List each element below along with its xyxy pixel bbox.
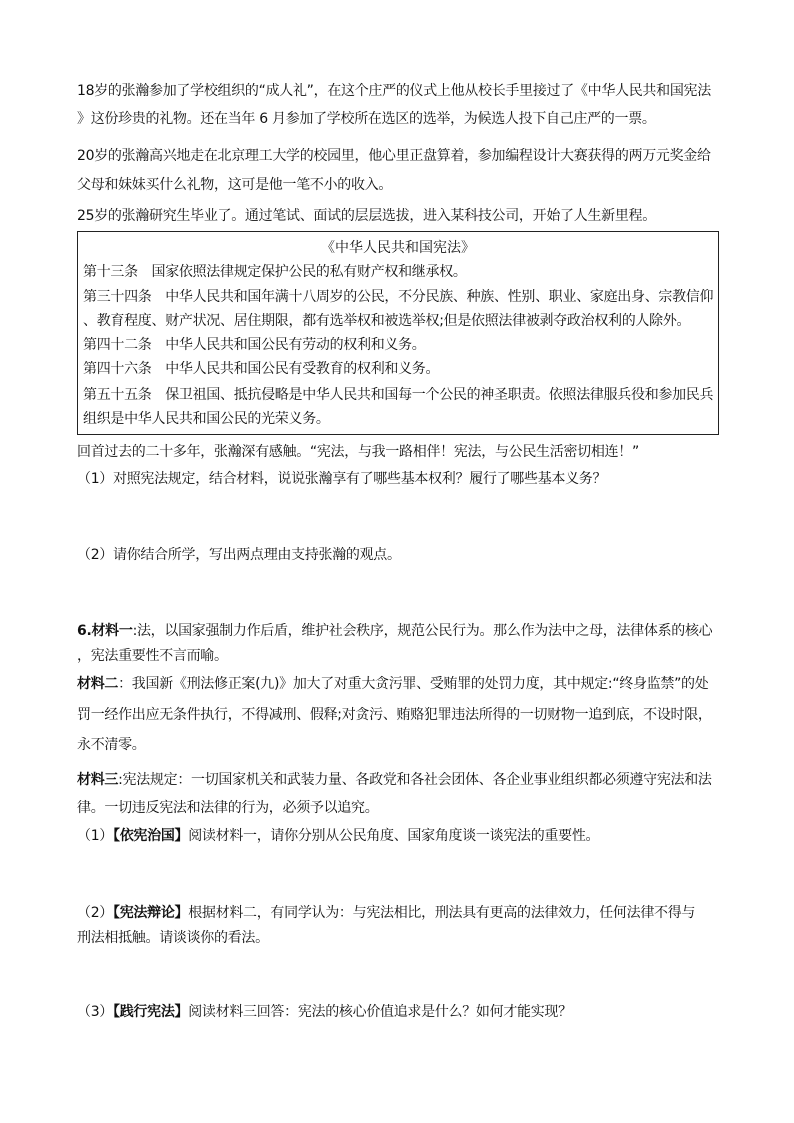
sq2-number: （2） [77, 905, 114, 921]
sq3-number: （3） [77, 1004, 114, 1020]
article-42: 第四十二条 中华人民共和国公民有劳动的权利和义务。 [83, 337, 426, 353]
material-3-text: :宪法规定：一切国家机关和武装力量、各政党和各社会团体、各企业事业组织都必须遵守宪法和法 [118, 772, 712, 788]
material-1-text: :法，以国家强制力作后盾，维护社会秩序，规范公民行为。那么作为法中之母，法律体系的核心 [132, 623, 713, 639]
q6-material-1-line1 [77, 621, 712, 641]
material-2-text: ：我国新《刑法修正案(九)》加大了对重大贪污罪、受贿罪的处罚力度，其中规定:“终身监禁”的处 [118, 676, 709, 692]
q6-subquestion-3 [77, 1002, 572, 1022]
story-p3-line1: 25岁的张瀚研究生毕业了。通过笔试、面试的层层选拔，进入某科技公司，开始了人生新里程。 [77, 208, 656, 224]
material-1-label: 6.材料一 [77, 623, 133, 639]
q6-subquestion-1 [77, 826, 599, 846]
story-p1-line1: 18岁的张瀚参加了学校组织的“成人礼”，在这个庄严的仪式上他从校长手里接过了《中华人民共和国宪法 [77, 83, 711, 99]
sq3-text: 阅读材料三回答：宪法的核心价值追求是什么？如何才能实现？ [188, 1004, 572, 1020]
article-55-line2: 组织是中华人民共和国公民的光荣义务。 [83, 411, 330, 427]
material-3-label: 材料三 [77, 772, 119, 788]
story-p2-line2: 父母和妹妹买什么礼物，这可是他一笔不小的收入。 [77, 177, 393, 193]
material-2-label: 材料二 [77, 676, 119, 692]
reflection-text: 回首过去的二十多年，张瀚深有感触。“宪法，与我一路相伴！宪法，与公民生活密切相连！” [77, 444, 639, 460]
sq3-tag: 【践行宪法】 [113, 1004, 189, 1020]
q6-material-1-line2: ，宪法重要性不言而喻。 [77, 648, 228, 664]
q6-material-3-line1 [77, 770, 712, 790]
sq2-tag: 【宪法辩论】 [113, 905, 189, 921]
q6-material-2-line3: 永不清零。 [77, 737, 146, 753]
sq2-text: 根据材料二，有同学认为：与宪法相比，刑法具有更高的法律效力，任何法律不得与 [188, 905, 696, 921]
article-13: 第十三条 国家依照法律规定保护公民的私有财产权和继承权。 [83, 264, 467, 280]
q6-material-3-line2: 律。一切违反宪法和法律的行为，必须予以追究。 [77, 800, 379, 816]
sq1-tag: 【依宪治国】 [113, 828, 189, 844]
q6-subquestion-2-line2: 刑法相抵触。请谈谈你的看法。 [77, 930, 269, 946]
article-34-line2: 、教育程度、财产状况、居住期限，都有选举权和被选举权;但是依照法律被剥夺政治权利的人除外。 [83, 313, 691, 329]
article-34-line1: 第三十四条 中华人民共和国年满十八周岁的公民，不分民族、种族、性别、职业、家庭出身、宗教信仰 [83, 289, 714, 305]
constitution-excerpt-box [77, 231, 719, 435]
article-55-line1: 第五十五条 保卫祖国、抵抗侵略是中华人民共和国每一个公民的神圣职责。依照法律服兵役和参加民兵 [83, 387, 714, 403]
story-p1-line2: 》这份珍贵的礼物。还在当年 6 月参加了学校所在选区的选举，为候选人投下自己庄严的一票。 [77, 111, 656, 127]
article-46: 第四十六条 中华人民共和国公民有受教育的权利和义务。 [83, 361, 440, 377]
q5-subquestion-2: （2）请你结合所学，写出两点理由支持张瀚的观点。 [77, 547, 401, 563]
story-p2-line1: 20岁的张瀚高兴地走在北京理工大学的校园里，他心里正盘算着，参加编程设计大赛获得的两万元奖金给 [77, 148, 711, 164]
q6-subquestion-2-line1 [77, 903, 695, 923]
q5-subquestion-1: （1）对照宪法规定，结合材料，说说张瀚享有了哪些基本权利？履行了哪些基本义务？ [77, 471, 607, 487]
constitution-title: 《中华人民共和国宪法》 [321, 240, 475, 256]
sq1-text: 阅读材料一，请你分别从公民角度、国家角度谈一谈宪法的重要性。 [188, 828, 600, 844]
sq1-number: （1） [77, 828, 114, 844]
q6-material-2-line1 [77, 674, 708, 694]
q6-material-2-line2: 罚一经作出应无条件执行，不得减刑、假释;对贪污、贿赂犯罪违法所得的一切财物一追到底，不设时限， [77, 707, 712, 723]
